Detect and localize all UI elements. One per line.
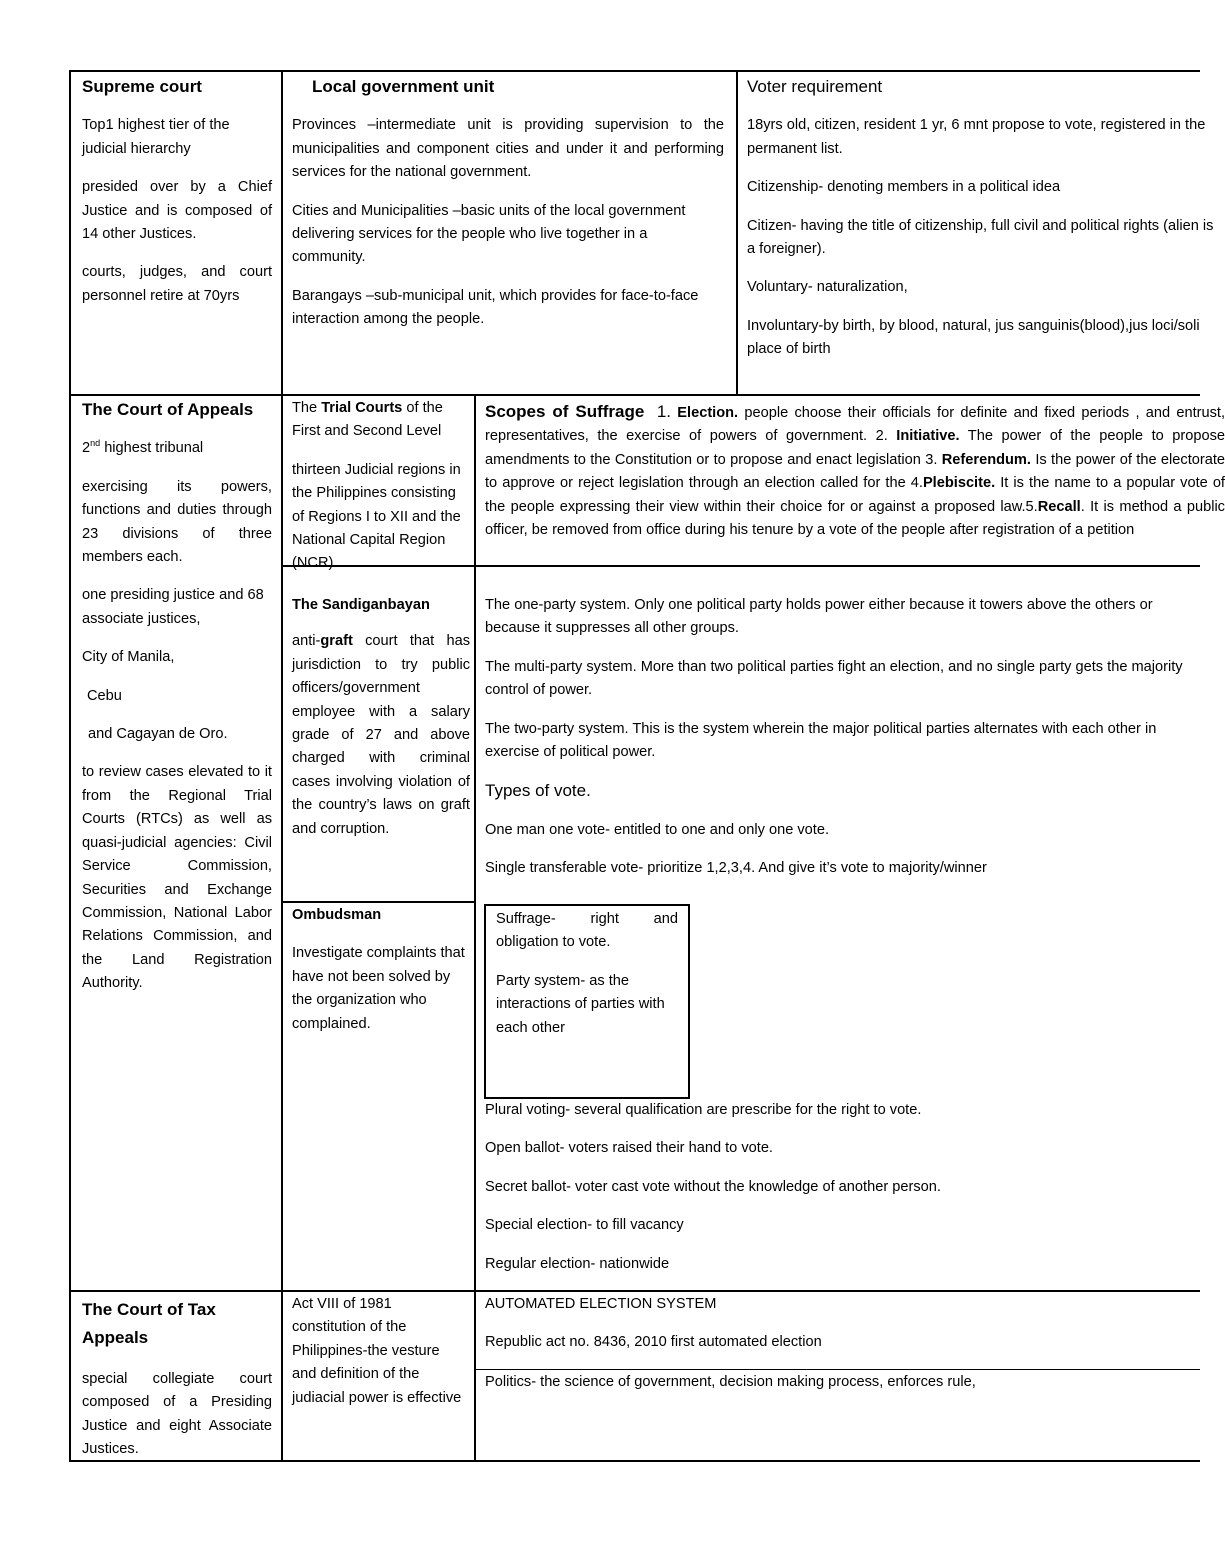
plural-voting: Plural voting- several qualification are prescribe for the right to vote. xyxy=(485,1102,922,1118)
scope-election-desc: people choose their officials for definite and fixed periods , and entrust, representatives, the exercise of powers of government. 2. xyxy=(485,405,1225,445)
supreme-court-text-3: courts, judges, and court personnel retire at 70yrs xyxy=(82,264,272,304)
trial-courts-heading xyxy=(292,397,470,444)
sandiganbayan-pre: anti- xyxy=(292,633,321,650)
vote-type-one-man: One man one vote- entitled to one and only one vote. xyxy=(485,821,830,838)
politics-cell xyxy=(485,1371,1200,1394)
lgu-text-cities: Cities and Municipalities –basic units of the local government delivering services for the people who live together in a community. xyxy=(292,202,686,266)
trial-courts-pre: The xyxy=(292,400,322,416)
court-of-appeals-title: The Court of Appeals xyxy=(82,400,254,419)
scope-recall: Recall xyxy=(1037,498,1081,515)
scope-initiative: Initiative. xyxy=(896,428,960,445)
one-party-system: The one-party system. Only one political party holds power either because it towers above the others or because it suppresses all other groups. xyxy=(485,597,1153,637)
ombudsman-text: Investigate complaints that have not been solved by the organization who complained. xyxy=(292,945,465,1032)
voter-text-1: 18yrs old, citizen, resident 1 yr, 6 mnt propose to vote, registered in the permanent list. xyxy=(747,117,1206,157)
scope-election: Election. xyxy=(677,405,739,421)
scope-referendum: Referendum. xyxy=(941,451,1031,468)
court-of-appeals-text-4: City of Manila, xyxy=(82,649,175,666)
voter-text-4: Voluntary- naturalization, xyxy=(747,279,908,296)
suffrage-definition: Suffrage- right and obligation to vote. xyxy=(496,911,678,951)
voter-text-2: Citizenship- denoting members in a political idea xyxy=(747,179,1061,196)
sandiganbayan-cell xyxy=(292,594,470,841)
court-of-appeals-text-3: one presiding justice and 68 associate justices, xyxy=(82,587,264,627)
party-system-definition: Party system- as the interactions of parties with each other xyxy=(496,972,665,1036)
row-divider-1 xyxy=(69,394,1200,396)
sandiganbayan-post: court that has jurisdiction to try public officers/government employee with a salary grade of 27 and above charged with criminal cases involving violation of the country’s laws on graft and corruption. xyxy=(292,633,470,837)
cell-divider-ombudsman xyxy=(281,901,476,903)
trial-courts-post: of the First and Second Level xyxy=(292,400,443,440)
lgu-title: Local government unit xyxy=(312,77,495,96)
scopes-of-suffrage-text xyxy=(485,400,1225,542)
voter-text-3: Citizen- having the title of citizenship, full civil and political rights (alien is a foreigner). xyxy=(747,217,1214,258)
scopes-of-suffrage-cell xyxy=(485,400,1225,542)
lgu-text-barangays: Barangays –sub-municipal unit, which provides for face-to-face interaction among the people. xyxy=(292,287,699,328)
automated-election-text: Republic act no. 8436, 2010 first automated election xyxy=(485,1334,822,1351)
lgu-text-provinces: Provinces –intermediate unit is providing supervision to the municipalities and component cities and under it and performing services for the national government. xyxy=(292,117,724,181)
court-of-appeals-text-7: to review cases elevated to it from the Regional Trial Courts (RTCs) as well as quasi-judicial agencies: Civil Service Commission, Securities and Exchange Commission, National Labor Relations Commission, and the Land Registration Authority. xyxy=(82,764,272,992)
automated-election-title: AUTOMATED ELECTION SYSTEM xyxy=(485,1296,717,1312)
special-election: Special election- to fill vacancy xyxy=(485,1217,684,1234)
column-divider-1 xyxy=(281,70,283,1462)
supreme-court-text-1: Top1 highest tier of the judicial hierarchy xyxy=(82,117,230,157)
court-of-appeals-text-1 xyxy=(82,437,272,460)
act-viii-cell xyxy=(292,1293,467,1410)
cell-divider-politics xyxy=(474,1369,1200,1370)
sandiganbayan-bold: graft xyxy=(320,633,353,650)
voter-text-5: Involuntary-by birth, by blood, natural, jus sanguinis(blood),jus loci/soli place of birth xyxy=(747,317,1200,358)
scopes-of-suffrage-title: Scopes of Suffrage xyxy=(485,402,645,421)
lgu-cell xyxy=(292,75,724,332)
sandiganbayan-text xyxy=(292,630,470,841)
column-divider-3 xyxy=(474,394,476,1462)
trial-courts-cell xyxy=(292,397,470,576)
open-ballot: Open ballot- voters raised their hand to vote. xyxy=(485,1140,773,1157)
vote-type-single-transferable: Single transferable vote- prioritize 1,2,3,4. And give it’s vote to majority/winner xyxy=(485,860,987,877)
multi-party-system: The multi-party system. More than two political parties fight an election, and no single party gets the majority control of power. xyxy=(485,658,1183,699)
trial-courts-bold: Trial Courts xyxy=(321,400,403,416)
scope-referendum-desc: Is the power of the electorate to approve or reject legislation through an election called for the 4. xyxy=(485,451,1225,492)
column-divider-2 xyxy=(736,70,738,396)
trial-courts-text: thirteen Judicial regions in the Philippines consisting of Regions I to XII and the National Capital Region (NCR). xyxy=(292,461,461,572)
scope-initiative-desc: The power of the people to propose amendments to the Constitution or to propose and enact legislation 3. xyxy=(485,428,1225,468)
rank-number: 2 xyxy=(82,440,91,457)
scope-plebiscite-desc: It is the name to a popular vote of the people expressing their view within their choice for or against a proposed law.5. xyxy=(485,475,1225,515)
party-system-cell xyxy=(485,594,1200,881)
secret-ballot: Secret ballot- voter cast vote without the knowledge of another person. xyxy=(485,1178,941,1195)
supreme-court-cell xyxy=(82,75,272,308)
row-divider-2 xyxy=(69,1290,1200,1292)
scope-number-1: 1. xyxy=(656,402,672,421)
two-party-system: The two-party system. This is the system wherein the major political parties alternates with each other in exercise of political power. xyxy=(485,720,1157,761)
voting-types-cell xyxy=(485,1099,1200,1276)
scope-recall-desc: . It is method a public officer, be removed from office during his tenure by a vote of the people after registration of a petition xyxy=(485,498,1225,539)
supreme-court-text-2: presided over by a Chief Justice and is composed of 14 other Justices. xyxy=(82,179,272,243)
scope-plebiscite: Plebiscite. xyxy=(922,475,996,492)
table-border-left xyxy=(69,70,71,1462)
table-border-top xyxy=(69,70,1200,72)
voter-requirement-cell xyxy=(747,75,1214,362)
court-of-tax-appeals-title: The Court of Tax Appeals xyxy=(82,1300,216,1347)
sandiganbayan-title: The Sandiganbayan xyxy=(292,597,430,613)
rank-suffix: nd xyxy=(90,438,101,449)
rank-text: highest tribunal xyxy=(100,440,204,457)
regular-election: Regular election- nationwide xyxy=(485,1255,670,1272)
court-of-appeals-text-6: and Cagayan de Oro. xyxy=(88,726,228,743)
court-of-tax-appeals-text: special collegiate court composed of a Presiding Justice and eight Associate Justices. xyxy=(82,1371,272,1458)
court-of-appeals-text-2: exercising its powers, functions and duties through 23 divisions of three members each. xyxy=(82,478,272,566)
politics-text: Politics- the science of government, decision making process, enforces rule, xyxy=(485,1374,976,1390)
definitions-box xyxy=(484,904,690,1099)
supreme-court-title: Supreme court xyxy=(82,77,202,96)
types-of-vote-title: Types of vote. xyxy=(485,781,591,801)
act-viii-text: Act VIII of 1981 constitution of the Philippines-the vesture and definition of the judiacial power is effective xyxy=(292,1296,462,1406)
court-of-tax-appeals-cell xyxy=(82,1296,272,1462)
court-of-appeals-cell xyxy=(82,398,272,996)
court-of-appeals-text-5: Cebu xyxy=(87,687,122,704)
ombudsman-cell xyxy=(292,904,470,1036)
automated-election-cell xyxy=(485,1293,1200,1355)
voter-requirement-title: Voter requirement xyxy=(747,77,883,96)
ombudsman-title: Ombudsman xyxy=(292,907,382,923)
